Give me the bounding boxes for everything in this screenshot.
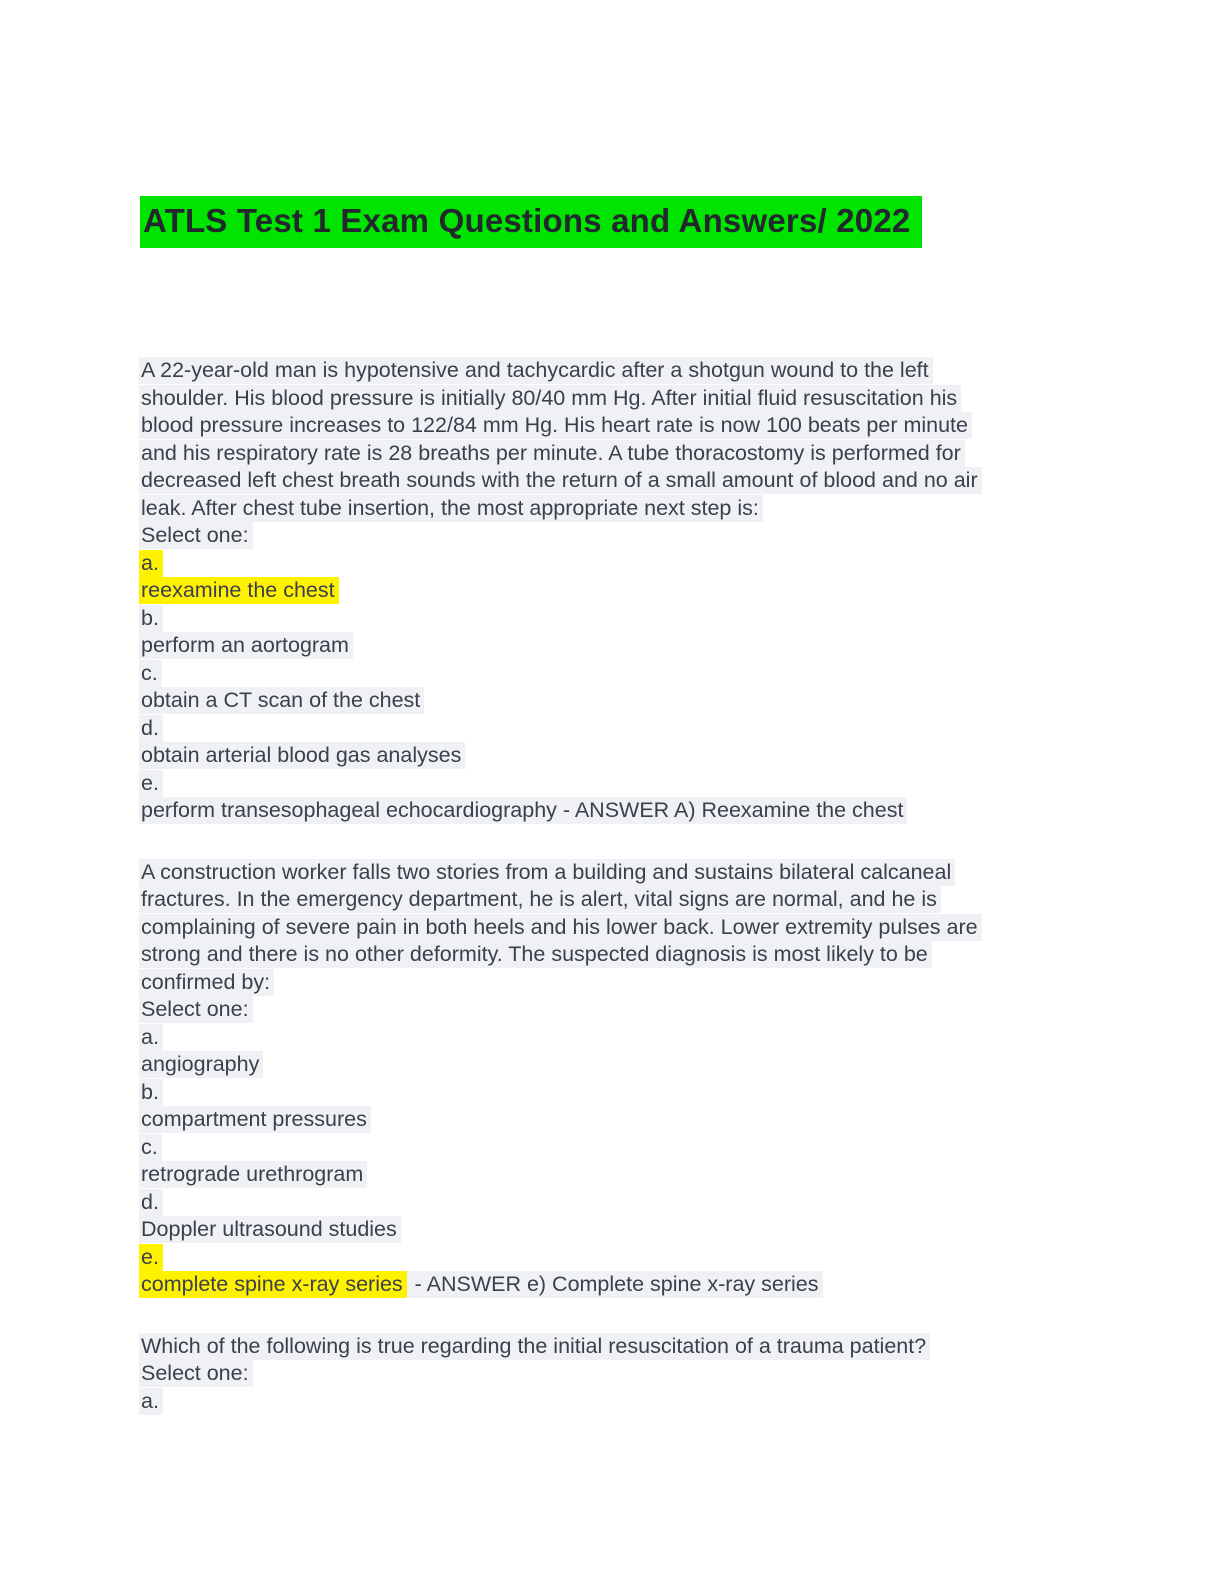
text-line [139,440,982,468]
text-segment: shoulder. His blood pressure is initially 80/40 mm Hg. After initial fluid resuscitation his [139,385,961,412]
text-segment: c. [139,1134,162,1161]
text-segment: complaining of severe pain in both heels and his lower back. Lower extremity pulses are [139,914,982,941]
text-segment: - ANSWER e) Complete spine x-ray series [407,1271,823,1298]
document-body [139,357,982,1449]
text-line [139,1079,982,1107]
text-line [139,412,982,440]
text-segment: perform an aortogram [139,632,353,659]
question-block-1 [139,357,982,825]
text-line [139,715,982,743]
text-line [139,1244,982,1272]
text-segment: a. [139,1024,163,1051]
text-line [139,1388,982,1416]
text-segment: leak. After chest tube insertion, the most appropriate next step is: [139,495,763,522]
text-segment: fractures. In the emergency department, he is alert, vital signs are normal, and he is [139,886,941,913]
text-line [139,1024,982,1052]
text-segment: obtain arterial blood gas analyses [139,742,465,769]
text-segment: Select one: [139,522,253,549]
text-line [139,996,982,1024]
text-segment: a. [139,1388,163,1415]
text-line [139,770,982,798]
text-line [139,467,982,495]
highlighted-answer-text: reexamine the chest [139,577,339,604]
text-line [139,1216,982,1244]
text-line [139,859,982,887]
text-line [139,941,982,969]
text-segment: A construction worker falls two stories from a building and sustains bilateral calcaneal [139,859,955,886]
question-block-2 [139,859,982,1299]
text-segment: decreased left chest breath sounds with the return of a small amount of blood and no air [139,467,982,494]
text-segment: A 22-year-old man is hypotensive and tachycardic after a shotgun wound to the left [139,357,933,384]
text-segment: compartment pressures [139,1106,371,1133]
text-segment: confirmed by: [139,969,274,996]
text-line [139,742,982,770]
text-line [139,1161,982,1189]
text-line [139,687,982,715]
text-line [139,1360,982,1388]
text-segment: c. [139,660,162,687]
text-segment: strong and there is no other deformity. The suspected diagnosis is most likely to be [139,941,932,968]
text-segment: e. [139,770,163,797]
text-line [139,969,982,997]
text-segment: retrograde urethrogram [139,1161,367,1188]
text-line [139,632,982,660]
text-segment: Select one: [139,1360,253,1387]
text-line [139,385,982,413]
document-title-text: ATLS Test 1 Exam Questions and Answers/ 2022 [140,196,922,248]
text-line [139,886,982,914]
text-segment: b. [139,1079,163,1106]
text-line [139,1271,982,1299]
text-line [139,1051,982,1079]
text-segment: blood pressure increases to 122/84 mm Hg. His heart rate is now 100 beats per minute [139,412,972,439]
highlighted-answer-text: a. [139,550,163,577]
text-segment: Doppler ultrasound studies [139,1216,401,1243]
highlighted-answer-text: complete spine x-ray series [139,1271,407,1298]
text-line [139,1134,982,1162]
text-line [139,495,982,523]
text-line [139,1333,982,1361]
text-line [139,577,982,605]
text-segment: d. [139,715,163,742]
text-line [139,357,982,385]
text-line [139,550,982,578]
highlighted-answer-text: e. [139,1244,163,1271]
text-segment: d. [139,1189,163,1216]
text-line [139,797,982,825]
text-segment: Select one: [139,996,253,1023]
text-line [139,660,982,688]
text-segment: angiography [139,1051,263,1078]
text-segment: and his respiratory rate is 28 breaths per minute. A tube thoracostomy is performed for [139,440,965,467]
document-title [140,196,922,248]
question-block-3 [139,1333,982,1416]
text-segment: obtain a CT scan of the chest [139,687,424,714]
text-segment: b. [139,605,163,632]
text-line [139,1106,982,1134]
text-segment: Which of the following is true regarding the initial resuscitation of a trauma patient? [139,1333,930,1360]
text-line [139,1189,982,1217]
text-segment: perform transesophageal echocardiography - ANSWER A) Reexamine the chest [139,797,907,824]
text-line [139,605,982,633]
text-line [139,522,982,550]
text-line [139,914,982,942]
